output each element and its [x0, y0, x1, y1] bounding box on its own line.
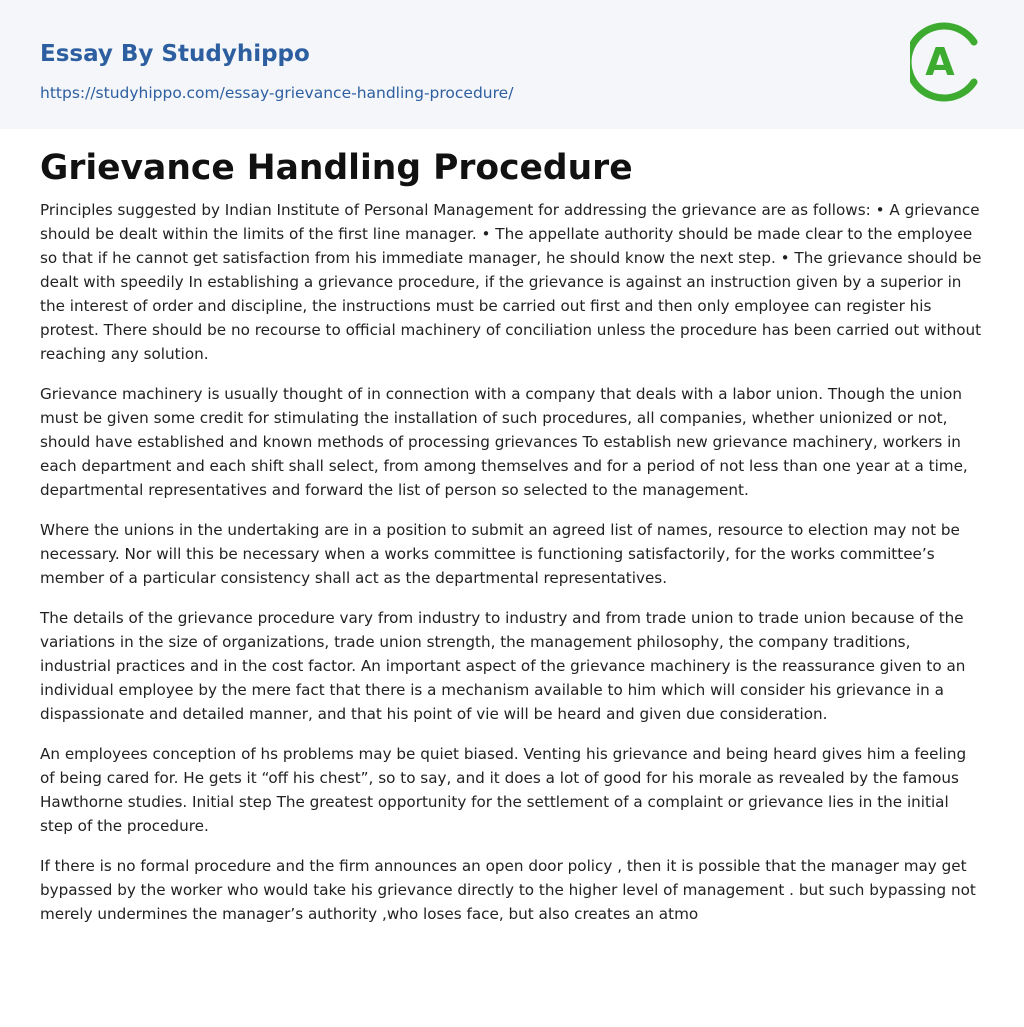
site-header [0, 0, 1024, 129]
site-brand-title[interactable]: Essay By Studyhippo [40, 41, 310, 67]
article-paragraph: The details of the grievance procedure vary from industry to industry and from trade union to trade union because of the variations in the size of organizations, trade union strength, the management philosophy, the company traditions, industrial practices and in the cost factor. An important aspect of the grievance machinery is the reassurance given to an individual employee by the mere fact that there is a mechanism available to him which will consider his grievance in a dispassionate and detailed manner, and that his point of vie will be heard and given due consideration. [40, 609, 966, 723]
article-paragraph: If there is no formal procedure and the firm announces an open door policy , then it is possible that the manager may get bypassed by the worker who would take his grievance directly to the higher level of management . but such bypassing not merely undermines the manager’s authority ,who loses face, but also creates an atmo [40, 857, 976, 923]
article-title: Grievance Handling Procedure [40, 148, 633, 188]
article-content [40, 140, 984, 942]
article-paragraph: Principles suggested by Indian Institute of Personal Management for addressing the grievance are as follows: • A grievance should be dealt within the limits of the first line manager. • The appellate authority should be made clear to the employee so that if he cannot get satisfaction from his immediate manager, he should know the next step. • The grievance should be dealt with speedily In establishing a grievance procedure, if the grievance is against an instruction given by a superior in the interest of order and discipline, the instructions must be carried out first and then only employee can register his protest. There should be no recourse to official machinery of conciliation unless the procedure has been carried out without reaching any solution. [40, 201, 982, 363]
logo-letter: A [925, 40, 955, 84]
article-paragraph: An employees conception of hs problems may be quiet biased. Venting his grievance and being heard gives him a feeling of being cared for. He gets it “off his chest”, so to say, and it does a lot of good for his morale as revealed by the famous Hawthorne studies. Initial step The greatest opportunity for the settlement of a complaint or grievance lies in the initial step of the procedure. [40, 745, 967, 835]
article-paragraph: Grievance machinery is usually thought of in connection with a company that deals with a labor union. Though the union must be given some credit for stimulating the installation of such procedures, all companies, whether unionized or not, should have established and known methods of processing grievances To establish new grievance machinery, workers in each department and each shift shall select, from among themselves and for a period of not less than one year at a time, departmental representatives and forward the list of person so selected to the management. [40, 385, 968, 499]
article-paragraph: Where the unions in the undertaking are in a position to submit an agreed list of names, resource to election may not be necessary. Nor will this be necessary when a works committee is functioning satisfactorily, for the works committee’s member of a particular consistency shall act as the departmental representatives. [40, 521, 960, 587]
page-url-link[interactable]: https://studyhippo.com/essay-grievance-handling-procedure/ [40, 84, 514, 102]
studyhippo-logo-icon[interactable] [910, 17, 990, 107]
